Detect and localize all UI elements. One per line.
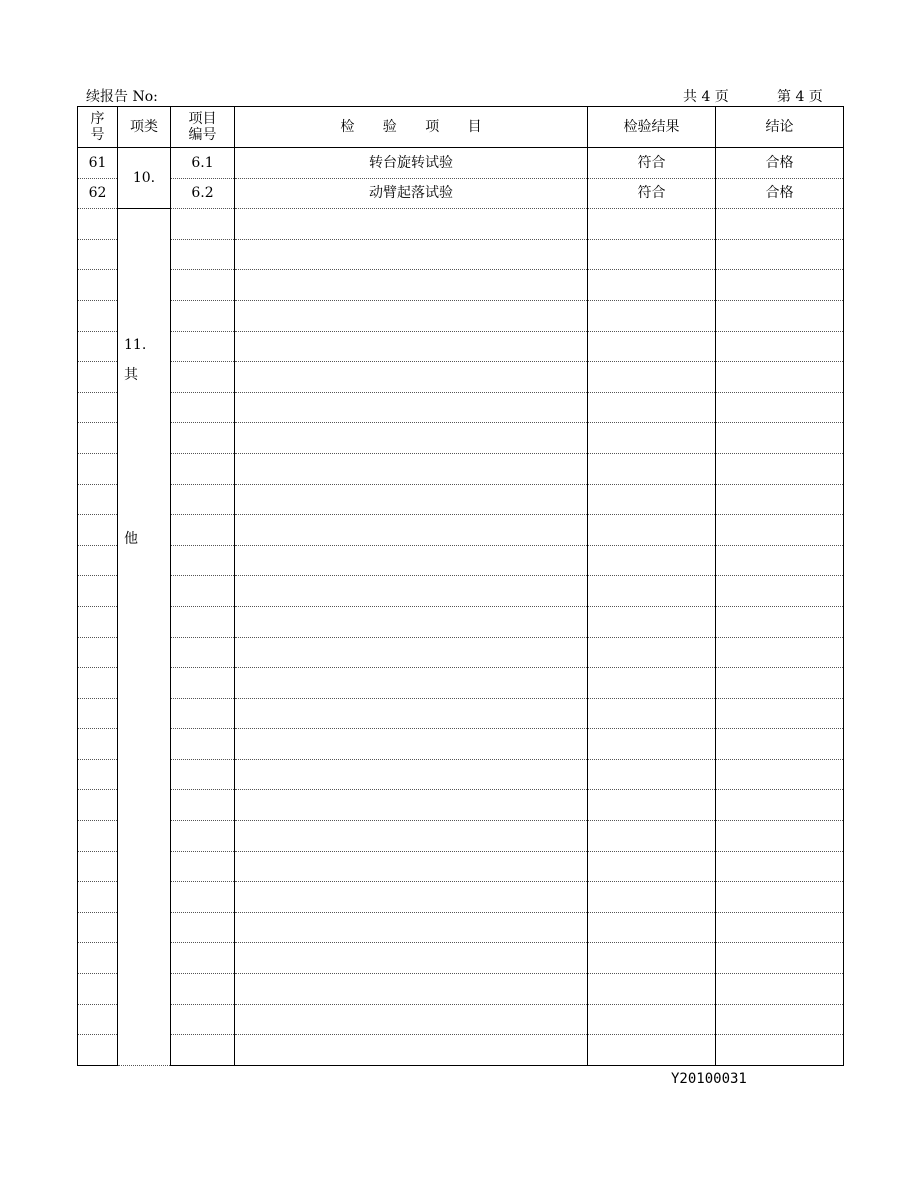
- cell-item: [235, 484, 588, 515]
- cell-item: [235, 851, 588, 882]
- cell-code: [171, 821, 235, 852]
- table-row-empty: [78, 423, 844, 454]
- cell-code: [171, 1035, 235, 1066]
- cell-seq: [78, 484, 118, 515]
- cell-conclusion: 合格: [716, 178, 844, 209]
- col-header-seq-line2: 号: [90, 127, 105, 143]
- cell-seq: [78, 668, 118, 699]
- cell-code: [171, 331, 235, 362]
- cell-code: [171, 239, 235, 270]
- col-header-code-line2: 编号: [188, 127, 217, 143]
- cell-code: [171, 729, 235, 760]
- table-row-empty: [78, 974, 844, 1005]
- cell-seq: [78, 576, 118, 607]
- cell-category-11: [118, 209, 171, 1066]
- cell-conclusion: [716, 576, 844, 607]
- cell-seq: [78, 392, 118, 423]
- cell-seq: [78, 637, 118, 668]
- cell-item: [235, 576, 588, 607]
- cell-code: 6.2: [171, 178, 235, 209]
- report-number-text: 续报告 No:: [86, 89, 158, 105]
- cell-conclusion: [716, 484, 844, 515]
- cell-item: [235, 545, 588, 576]
- cell-conclusion: [716, 1035, 844, 1066]
- cell-item: [235, 668, 588, 699]
- cell-item: [235, 300, 588, 331]
- cell-item: [235, 423, 588, 454]
- cell-seq: [78, 790, 118, 821]
- cell-seq: [78, 1004, 118, 1035]
- cell-result: [588, 912, 716, 943]
- cell-result: [588, 576, 716, 607]
- cell-result: [588, 423, 716, 454]
- cell-category-10: 10.: [118, 148, 171, 209]
- cell-seq: [78, 362, 118, 393]
- col-header-code-line1: 项目: [188, 111, 217, 127]
- cell-result: [588, 943, 716, 974]
- category-11-label: [124, 337, 146, 383]
- cell-item: [235, 453, 588, 484]
- cell-item: [235, 637, 588, 668]
- table-row: [78, 178, 844, 209]
- cell-result: [588, 668, 716, 699]
- cell-seq: [78, 606, 118, 637]
- cell-conclusion: [716, 974, 844, 1005]
- cell-item: 动臂起落试验: [235, 178, 588, 209]
- cell-result: [588, 484, 716, 515]
- cell-item: [235, 362, 588, 393]
- col-header-category: 项类: [118, 107, 171, 148]
- table-row-empty: [78, 1004, 844, 1035]
- cell-item: [235, 698, 588, 729]
- cell-conclusion: 合格: [716, 148, 844, 179]
- cell-conclusion: [716, 453, 844, 484]
- cell-code: [171, 1004, 235, 1035]
- cell-code: [171, 943, 235, 974]
- cell-code: [171, 698, 235, 729]
- cell-seq: [78, 912, 118, 943]
- cell-code: [171, 362, 235, 393]
- cell-item: [235, 392, 588, 423]
- col-header-seq-line1: 序: [90, 111, 105, 127]
- cell-code: [171, 545, 235, 576]
- cell-result: [588, 209, 716, 240]
- cell-result: [588, 515, 716, 546]
- cell-code: [171, 576, 235, 607]
- table-row-empty: [78, 698, 844, 729]
- cell-seq: [78, 515, 118, 546]
- table-row-empty: [78, 270, 844, 301]
- cell-seq: [78, 331, 118, 362]
- table-row-empty: [78, 943, 844, 974]
- col-header-item-char: 验: [382, 119, 397, 135]
- cell-conclusion: [716, 392, 844, 423]
- cell-conclusion: [716, 790, 844, 821]
- cell-seq: [78, 729, 118, 760]
- col-header-conclusion: 结论: [716, 107, 844, 148]
- cell-seq: [78, 821, 118, 852]
- table-row-empty: [78, 515, 844, 546]
- cell-result: [588, 392, 716, 423]
- total-pages: 共 4 页: [683, 89, 729, 105]
- cell-item: [235, 759, 588, 790]
- cell-seq: [78, 698, 118, 729]
- cell-result: 符合: [588, 178, 716, 209]
- cell-seq: [78, 1035, 118, 1066]
- cell-code: [171, 790, 235, 821]
- cell-result: [588, 790, 716, 821]
- cell-item: [235, 1004, 588, 1035]
- cell-result: 符合: [588, 148, 716, 179]
- cell-seq: [78, 209, 118, 240]
- table-row-empty: [78, 576, 844, 607]
- col-header-item-char: 目: [467, 119, 482, 135]
- cell-code: [171, 515, 235, 546]
- cell-result: [588, 698, 716, 729]
- cell-result: [588, 239, 716, 270]
- cell-conclusion: [716, 882, 844, 913]
- cell-result: [588, 637, 716, 668]
- cell-seq: [78, 545, 118, 576]
- cell-result: [588, 545, 716, 576]
- col-header-item-char: 项: [425, 119, 440, 135]
- cell-seq: [78, 300, 118, 331]
- col-header-item: [235, 107, 588, 148]
- table-row-empty: [78, 912, 844, 943]
- cell-seq: [78, 974, 118, 1005]
- cell-item: [235, 974, 588, 1005]
- cell-seq: [78, 453, 118, 484]
- table-row-empty: [78, 606, 844, 637]
- cell-conclusion: [716, 668, 844, 699]
- cell-conclusion: [716, 759, 844, 790]
- page-number: 第 4 页: [777, 89, 823, 105]
- cell-conclusion: [716, 331, 844, 362]
- cell-result: [588, 606, 716, 637]
- category-11-number: 11.: [124, 337, 147, 354]
- cell-item: [235, 270, 588, 301]
- cell-result: [588, 453, 716, 484]
- cell-conclusion: [716, 637, 844, 668]
- cell-seq: [78, 851, 118, 882]
- table-row-empty: [78, 637, 844, 668]
- cell-code: [171, 270, 235, 301]
- cell-result: [588, 270, 716, 301]
- cell-item: [235, 606, 588, 637]
- cell-conclusion: [716, 423, 844, 454]
- cell-result: [588, 729, 716, 760]
- category-11-char2: 他: [124, 531, 138, 548]
- cell-result: [588, 331, 716, 362]
- table-row-empty: [78, 392, 844, 423]
- table-row-empty: [78, 331, 844, 362]
- cell-conclusion: [716, 821, 844, 852]
- cell-conclusion: [716, 270, 844, 301]
- table-row-empty: [78, 300, 844, 331]
- cell-conclusion: [716, 912, 844, 943]
- cell-conclusion: [716, 943, 844, 974]
- cell-code: [171, 912, 235, 943]
- table-row-empty: [78, 821, 844, 852]
- cell-conclusion: [716, 851, 844, 882]
- cell-result: [588, 821, 716, 852]
- table-row: [78, 148, 844, 179]
- cell-result: [588, 300, 716, 331]
- table-row-empty: [78, 545, 844, 576]
- table-row-empty: [78, 209, 844, 240]
- table-row-empty: [78, 882, 844, 913]
- cell-code: [171, 484, 235, 515]
- cell-item: [235, 821, 588, 852]
- cell-item: [235, 729, 588, 760]
- table-header-row: [78, 107, 844, 148]
- cell-result: [588, 759, 716, 790]
- cell-conclusion: [716, 239, 844, 270]
- table-row-empty: [78, 790, 844, 821]
- cell-item: [235, 1035, 588, 1066]
- cell-code: [171, 606, 235, 637]
- cell-conclusion: [716, 209, 844, 240]
- table-row-empty: [78, 759, 844, 790]
- cell-seq: [78, 270, 118, 301]
- table-row-empty: [78, 851, 844, 882]
- cell-seq: [78, 239, 118, 270]
- table-row-empty: [78, 362, 844, 393]
- cell-item: [235, 209, 588, 240]
- cell-code: [171, 209, 235, 240]
- cell-code: [171, 851, 235, 882]
- cell-result: [588, 974, 716, 1005]
- col-header-code: [171, 107, 235, 148]
- cell-code: [171, 974, 235, 1005]
- cell-conclusion: [716, 606, 844, 637]
- cell-item: [235, 515, 588, 546]
- cell-result: [588, 1004, 716, 1035]
- cell-item: [235, 239, 588, 270]
- cell-code: [171, 300, 235, 331]
- cell-seq: [78, 882, 118, 913]
- cell-code: [171, 759, 235, 790]
- cell-code: [171, 423, 235, 454]
- cell-item: 转台旋转试验: [235, 148, 588, 179]
- cell-result: [588, 851, 716, 882]
- table-row-empty: [78, 453, 844, 484]
- col-header-item-char: 检: [340, 119, 355, 135]
- cell-result: [588, 1035, 716, 1066]
- table-row-empty: [78, 668, 844, 699]
- col-header-result: 检验结果: [588, 107, 716, 148]
- cell-result: [588, 362, 716, 393]
- cell-conclusion: [716, 1004, 844, 1035]
- category-11-char1: 其: [124, 367, 138, 384]
- cell-item: [235, 912, 588, 943]
- cell-seq: 62: [78, 178, 118, 209]
- cell-seq: [78, 423, 118, 454]
- cell-conclusion: [716, 300, 844, 331]
- table-row-empty: [78, 1035, 844, 1066]
- cell-result: [588, 882, 716, 913]
- table-row-empty: [78, 484, 844, 515]
- cell-conclusion: [716, 515, 844, 546]
- cell-conclusion: [716, 729, 844, 760]
- cell-code: [171, 668, 235, 699]
- cell-seq: [78, 943, 118, 974]
- document-code: Y20100031: [671, 1071, 747, 1087]
- report-number-label: [86, 86, 158, 106]
- table-row-empty: [78, 729, 844, 760]
- col-header-seq: [78, 107, 118, 148]
- cell-code: [171, 392, 235, 423]
- cell-item: [235, 943, 588, 974]
- cell-code: [171, 453, 235, 484]
- cell-item: [235, 882, 588, 913]
- inspection-table: [77, 106, 844, 1066]
- cell-code: [171, 637, 235, 668]
- cell-conclusion: [716, 698, 844, 729]
- cell-item: [235, 331, 588, 362]
- cell-conclusion: [716, 362, 844, 393]
- cell-code: [171, 882, 235, 913]
- table-row-empty: [78, 239, 844, 270]
- cell-conclusion: [716, 545, 844, 576]
- cell-item: [235, 790, 588, 821]
- cell-code: 6.1: [171, 148, 235, 179]
- cell-seq: 61: [78, 148, 118, 179]
- cell-seq: [78, 759, 118, 790]
